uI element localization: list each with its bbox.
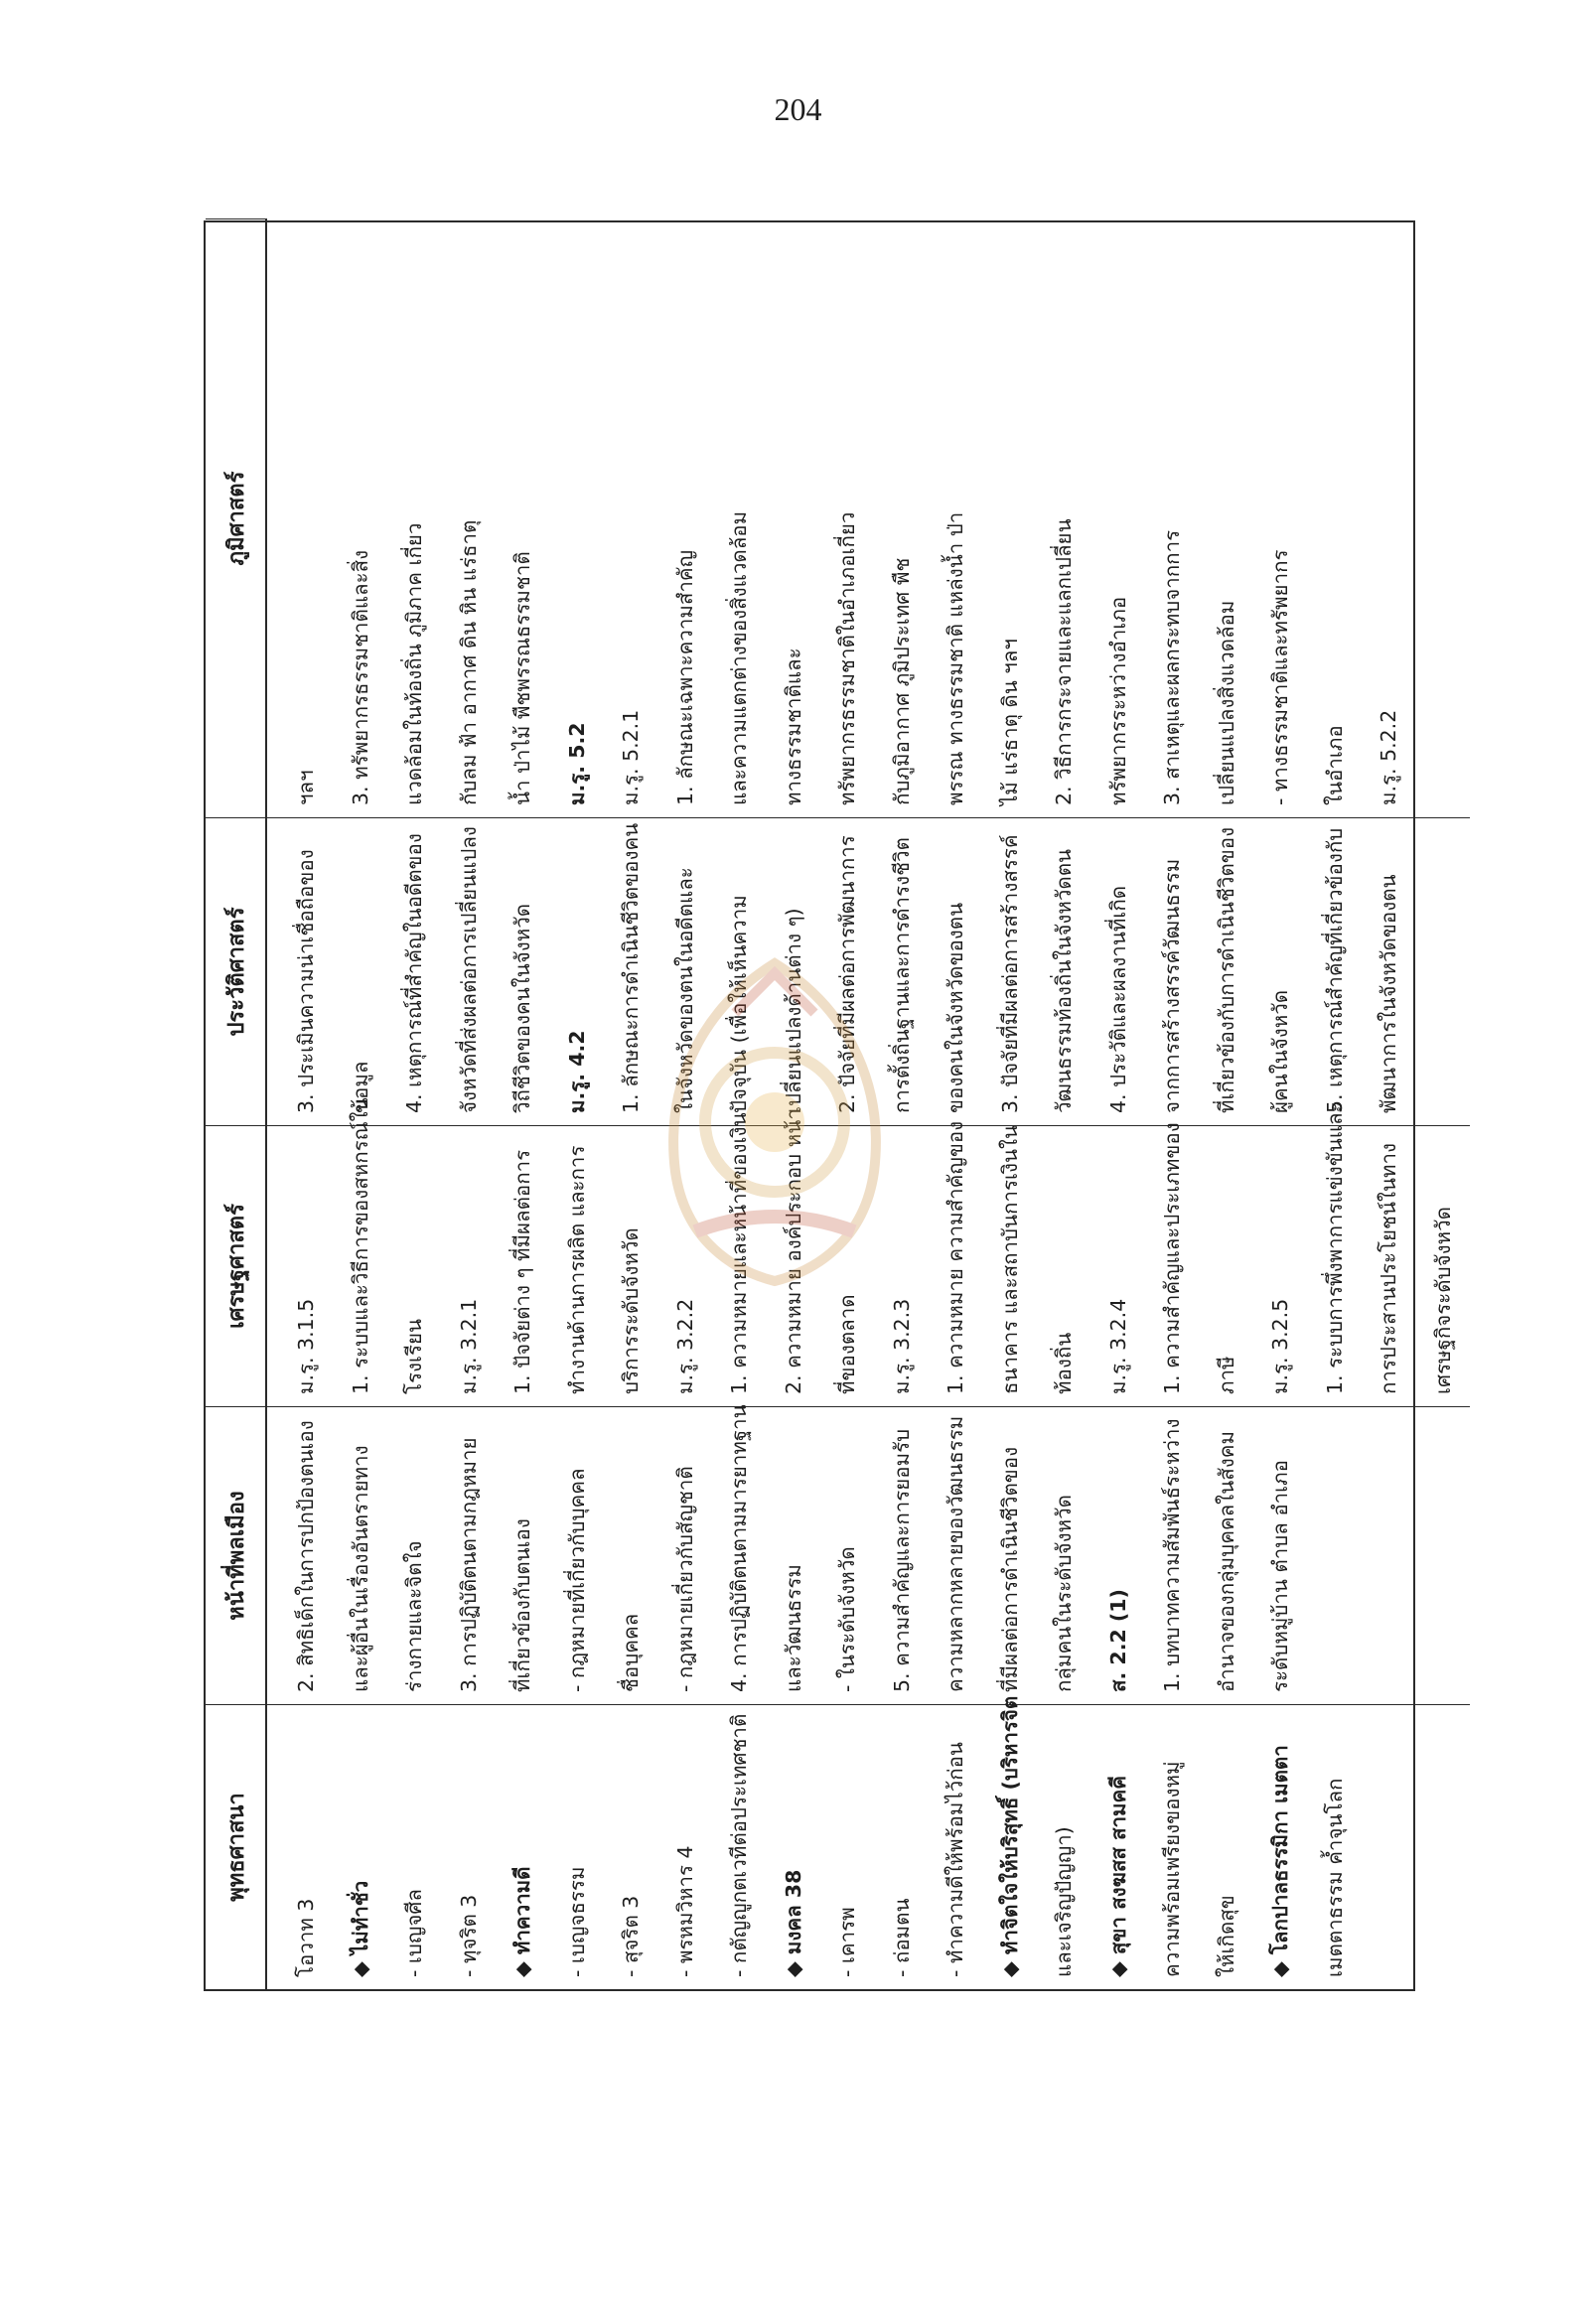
table-line: ม.รู. 5.2.1 — [619, 709, 643, 805]
table-line: ส. 2.2 (1) — [1105, 1589, 1130, 1692]
table-line: ปัจจุบัน (เพื่อให้เห็นความ — [727, 895, 751, 1113]
table-line: การประสานประโยชน์ในทาง — [1377, 1142, 1400, 1394]
table-line: 3. สาเหตุและผลกระทบจากการ — [1160, 529, 1184, 805]
table-line: ◆ ไม่ทำชั่ว — [348, 1880, 372, 1977]
table-line: 1. ปัจจัยต่าง ๆ ที่มีผลต่อการ — [510, 1149, 534, 1394]
table-line: ในจังหวัดของตนในอดีตและ — [672, 867, 697, 1113]
table-line: ม.รู. 5.2 — [564, 722, 589, 805]
table-line: 1. ลักษณะเฉพาะความสำคัญ — [672, 549, 697, 805]
header-civics: หน้าที่พลเมือง — [206, 1406, 267, 1704]
table-line: 1. ความสำคัญและประเภทของ — [1160, 1122, 1184, 1394]
table-line: 5. เหตุการณ์สำคัญที่เกี่ยวข้องกับ — [1322, 827, 1347, 1113]
table-line: ในอำเภอ — [1322, 725, 1347, 805]
table-line: ระดับหมู่บ้าน ตำบล อำเภอ — [1268, 1460, 1292, 1692]
table-line: ม.รู. 3.2.5 — [1268, 1298, 1292, 1394]
table-line: 3. การปฏิบัติตนตามกฎหมาย — [456, 1437, 481, 1692]
table-line: เมตตาธรรม ค้ำจุนโลก — [1322, 1778, 1347, 1977]
table-line: - ทางธรรมชาติและทรัพยากร — [1268, 549, 1292, 805]
table-line: 1. ความหมายและหน้าที่ของเงิน — [727, 1112, 751, 1394]
table-line: 2. ปัจจัยที่มีผลต่อการพัฒนาการ — [835, 835, 859, 1113]
table-line: พรรณ ทางธรรมชาติ แหล่งน้ำ ป่า — [943, 511, 967, 805]
table-line: ร่างกายและจิตใจ — [402, 1540, 426, 1692]
table-line: 1. ความหมาย ความสำคัญของ — [943, 1120, 967, 1394]
table-line: 1. ระบบและวิธีการของสหกรณ์ใน — [348, 1097, 372, 1394]
table-line: 4. เหตุการณ์ที่สำคัญในอดีตของ — [402, 833, 426, 1113]
table-line: ม.รู. 3.2.4 — [1105, 1298, 1130, 1394]
table-line: 4. ประวัติและผลงานที่เกิด — [1105, 885, 1130, 1113]
table-line: ทางธรรมชาติและ — [781, 648, 805, 805]
table-line: - ในระดับจังหวัด — [835, 1546, 859, 1692]
table-line: 1. บทบาทความสัมพันธ์ระหว่าง — [1160, 1418, 1184, 1692]
table-line: ความพร้อมเพรียงของหมู่ — [1160, 1761, 1184, 1977]
table-line: อำนาจของกลุ่มบุคคลในสังคม — [1214, 1431, 1238, 1692]
table-line: ความหลากหลายของวัฒนธรรม — [943, 1415, 967, 1692]
table-line: ท้องถิ่น — [1052, 1332, 1076, 1394]
table-line: กลุ่มคนในระดับจังหวัด — [1052, 1495, 1076, 1692]
table-line: ชื่อบุคคล — [619, 1613, 643, 1692]
table-line: - สุจริต 3 — [619, 1895, 643, 1977]
table-line: น้ำ ป่าไม้ พืชพรรณธรรมชาติ — [510, 551, 534, 805]
table-line: ◆ ทำความดี — [510, 1866, 534, 1977]
table-line: 2. ความหมาย องค์ประกอบ หน้า — [781, 1108, 805, 1394]
table-line: 3. ปัจจัยที่มีผลต่อการสร้างสรรค์ — [997, 834, 1022, 1113]
table-line: จังหวัดที่ส่งผลต่อการเปลี่ยนแปลง — [456, 826, 481, 1113]
table-line: ◆ มงคล 38 — [781, 1869, 805, 1977]
table-line: ที่มีผลต่อการดำเนินชีวิตของ — [997, 1446, 1022, 1692]
table-line: 5. ความสำคัญและการยอมรับ — [889, 1428, 914, 1692]
table-line: ข้อมูล — [348, 1061, 372, 1113]
table-line: - ถ่อมตน — [889, 1898, 914, 1977]
table-line: 1. ลักษณะการดำเนินชีวิตของคน — [619, 822, 643, 1113]
header-geography: ภูมิศาสตร์ — [206, 218, 267, 817]
table-line: และความแตกต่างของสิ่งแวดล้อม — [727, 510, 751, 805]
table-line: ภาษี — [1214, 1356, 1238, 1394]
table-line: ฯลฯ — [294, 770, 318, 805]
table-line: และวัฒนธรรม — [781, 1564, 805, 1692]
table-line: 3. ประเมินความน่าเชื่อถือของ — [294, 849, 318, 1113]
table-line: ที่เกี่ยวข้องกับตนเอง — [510, 1518, 534, 1692]
column-geography — [267, 218, 1470, 817]
table-line: ม.รู. 4.2 — [564, 1030, 589, 1113]
table-line: ของคนในจังหวัดของตน — [943, 902, 967, 1113]
table-line: - เบญจธรรม — [564, 1866, 589, 1977]
table-line: 2. วิธีการกระจายและแลกเปลี่ยน — [1052, 518, 1076, 805]
table-line: - ทำความดีให้พร้อมไว้ก่อน — [943, 1742, 967, 1977]
table-line: ◆ โลกปาลธรรมิกา เมตตา — [1268, 1745, 1292, 1977]
table-line: โรงเรียน — [402, 1318, 426, 1394]
table-line: - พรหมวิหาร 4 — [672, 1845, 697, 1977]
table-line: พัฒนาการในจังหวัดของตน — [1377, 874, 1400, 1113]
table-line: ม.รู. 5.2.2 — [1377, 709, 1400, 805]
table-line: กับลม ฟ้า อากาศ ดิน หิน แร่ธาตุ — [456, 519, 481, 805]
table-line: วิถีชีวิตของคนในจังหวัด — [510, 903, 534, 1113]
table-line: 4. การปฏิบัติตนตามมารยาทฐาน — [727, 1404, 751, 1692]
curriculum-table — [204, 220, 1455, 1991]
table-line: - เคารพ — [835, 1907, 859, 1977]
column-civics — [267, 1406, 1470, 1704]
table-line: และผู้อื่นในเรื่องอันตรายทาง — [348, 1445, 372, 1692]
table-line: เปลี่ยนแปลงด้านต่าง ๆ) — [781, 908, 805, 1113]
table-line: - กฎหมายที่เกี่ยวกับบุคคล — [564, 1468, 589, 1692]
table-line: เศรษฐกิจระดับจังหวัด — [1430, 1207, 1455, 1394]
page-number: 204 — [774, 91, 822, 127]
table-line: 3. ทรัพยากรธรรมชาติและสิ่ง — [348, 549, 372, 805]
table-line: 1. ระบบการพึ่งพาการแข่งขันและ — [1322, 1101, 1347, 1394]
table-line: ◆ สุขา สงฆสส สามคคี — [1105, 1776, 1130, 1977]
table-line: ◆ ทำจิตใจให้บริสุทธิ์ (บริหารจิต — [997, 1695, 1022, 1977]
table-line: วัฒนธรรมท้องถิ่นในจังหวัดตน — [1052, 848, 1076, 1113]
table-line: กับภูมิอากาศ ภูมิประเทศ พืช — [889, 557, 914, 805]
table-line: ผู้คนในจังหวัด — [1268, 989, 1292, 1113]
column-buddhism — [267, 1695, 1470, 1989]
table-line: จากการสร้างสรรค์วัฒนธรรม — [1160, 858, 1184, 1113]
header-economics: เศรษฐศาสตร์ — [206, 1125, 267, 1406]
table-line: บริการระดับจังหวัด — [619, 1227, 643, 1394]
table-line: ไม้ แร่ธาตุ ดิน ฯลฯ — [997, 639, 1022, 805]
table-line: - เบญจศีล — [402, 1889, 426, 1977]
table-line: เปลี่ยนแปลงสิ่งแวดล้อม — [1214, 600, 1238, 805]
table-line: ม.รู. 3.2.2 — [672, 1298, 697, 1394]
emblem-watermark-icon — [636, 953, 914, 1291]
table-line: ทรัพยากรระหว่างอำเภอ — [1105, 596, 1130, 805]
header-buddhism: พุทธศาสนา — [206, 1704, 267, 1989]
table-line: การตั้งถิ่นฐานและการดำรงชีวิต — [889, 837, 914, 1113]
table-line: - ทุจริต 3 — [456, 1894, 481, 1977]
table-line: - กตัญญูกตเวทีต่อประเทศชาติ — [727, 1713, 751, 1977]
table-line: ให้เกิดสุข — [1214, 1895, 1238, 1977]
table-line: ที่เกี่ยวข้องกับการดำเนินชีวิตของ — [1214, 826, 1238, 1113]
table-line: โอวาท 3 — [294, 1898, 318, 1977]
table-line: ม.รู. 3.1.5 — [294, 1298, 318, 1394]
table-line: ธนาคาร และสถาบันการเงินใน — [997, 1124, 1022, 1394]
header-history: ประวัติศาสตร์ — [206, 817, 267, 1125]
table-line: ม.รู. 3.2.1 — [456, 1298, 481, 1394]
table-line: ที่ของตลาด — [835, 1294, 859, 1394]
table-line: แวดล้อมในท้องถิ่น ภูมิภาค เกี่ยว — [402, 522, 426, 805]
table-line: ทำงานด้านการผลิต และการ — [564, 1145, 589, 1394]
table-line: และเจริญปัญญา) — [1052, 1826, 1076, 1977]
table-line: 2. สิทธิเด็กในการปกป้องตนเอง — [294, 1420, 318, 1692]
table-line: ม.รู. 3.2.3 — [889, 1298, 914, 1394]
table-line: - กฎหมายเกี่ยวกับสัญชาติ — [672, 1466, 697, 1692]
table-line: ทรัพยากรธรรมชาติในอำเภอเกี่ยว — [835, 511, 859, 805]
